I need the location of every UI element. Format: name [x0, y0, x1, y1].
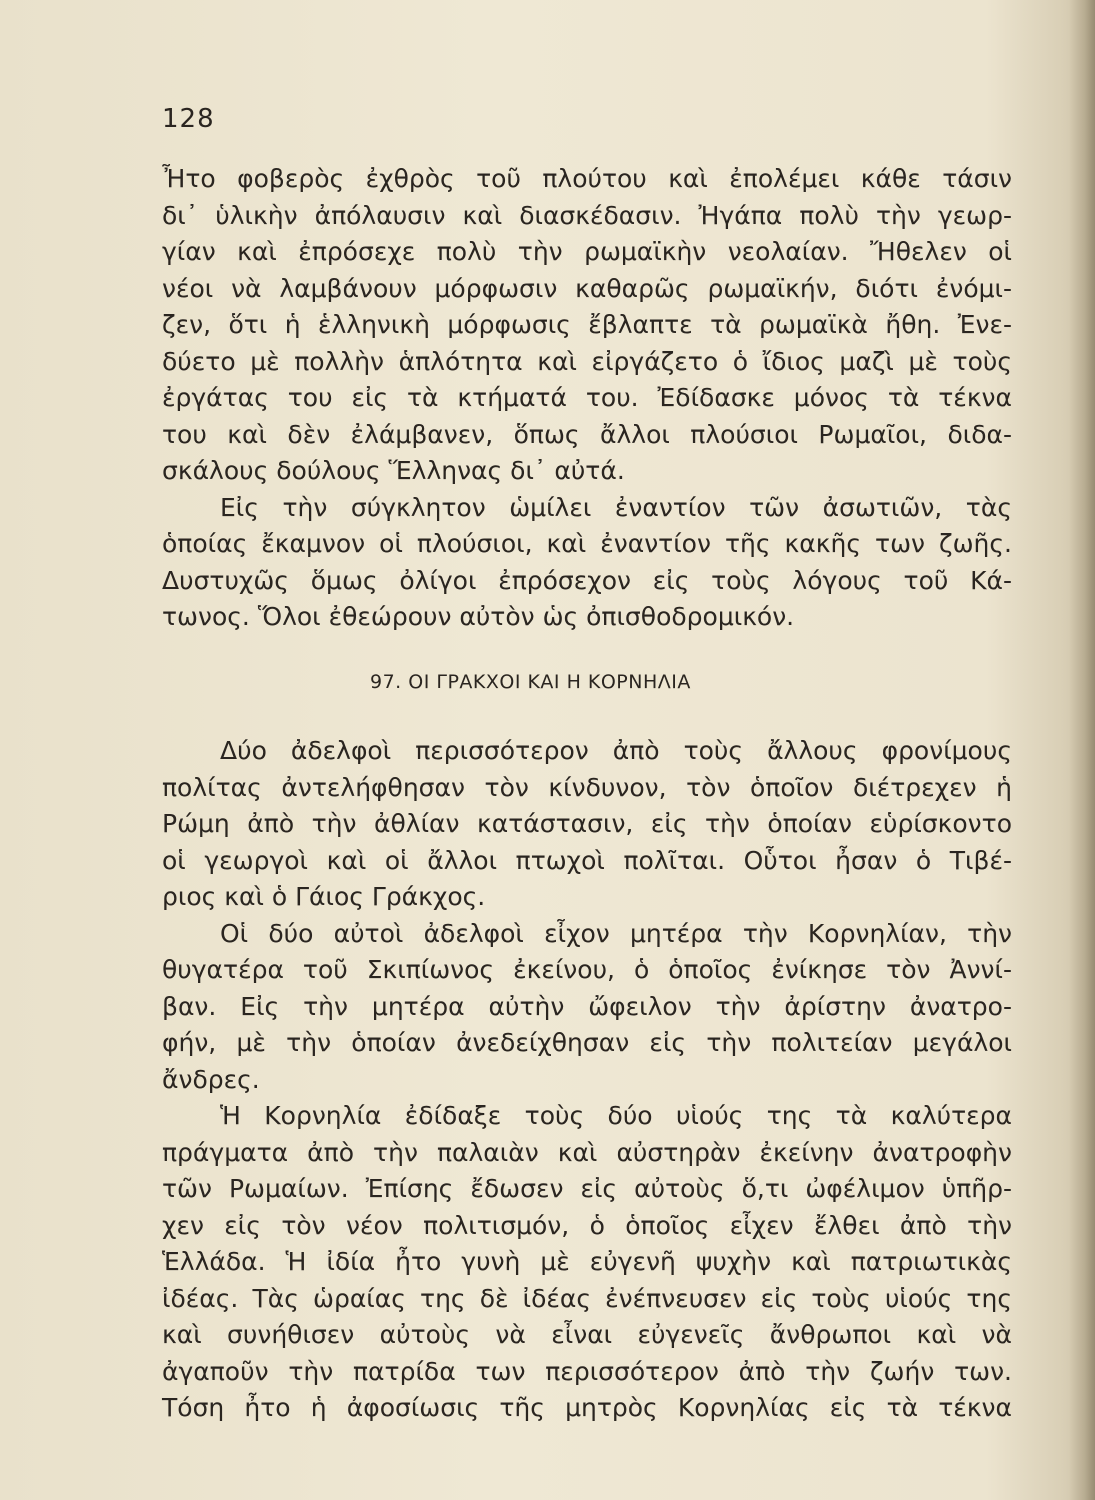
text-line: φήν, μὲ τὴν ὁποίαν ἀνεδείχθησαν εἰς τὴν πολιτείαν μεγάλοι [162, 1028, 1012, 1057]
text-line: ζεν, ὅτι ἡ ἑλληνικὴ μόρφωσις ἔβλαπτε τὰ ρωμαϊκὰ ἤθη. Ἐνε- [162, 310, 1012, 339]
text-line: πολίτας ἀντελήφθησαν τὸν κίνδυνον, τὸν ὁποῖον διέτρεχεν ἡ [162, 772, 1012, 802]
text-line: Τόση ἦτο ἡ ἀφοσίωσις τῆς μητρὸς Κορνηλίας εἰς τὰ τέκνα [162, 1393, 1012, 1422]
paragraph-block-cato [162, 161, 1012, 636]
text-line: σκάλους δούλους Ἕλληνας δι᾿ αὐτά. [162, 456, 625, 485]
text-line: γίαν καὶ ἐπρόσεχε πολὺ τὴν ρωμαϊκὴν νεολαίαν. Ἤθελεν οἱ [162, 237, 1012, 266]
text-line: Ρώμη ἀπὸ τὴν ἀθλίαν κατάστασιν, εἰς τὴν ὁποίαν εὑρίσκοντο [162, 809, 1012, 838]
text-line: Οἱ δύο αὐτοὶ ἀδελφοὶ εἶχον μητέρα τὴν Κορνηλίαν, τὴν [220, 918, 1012, 948]
text-line: δύετο μὲ πολλὴν ἁπλότητα καὶ εἰργάζετο ὁ ἴδιος μαζὶ μὲ τοὺς [162, 346, 1012, 376]
text-line: ἐργάτας του εἰς τὰ κτήματά του. Ἐδίδασκε μόνος τὰ τέκνα [162, 383, 1012, 412]
text-line: χεν εἰς τὸν νέον πολιτισμόν, ὁ ὁποῖος εἶχεν ἔλθει ἀπὸ τὴν [162, 1210, 1012, 1240]
text-line: νέοι νὰ λαμβάνουν μόρφωσιν καθαρῶς ρωμαϊκήν, διότι ἐνόμι- [162, 273, 1012, 303]
text-line: βαν. Εἰς τὴν μητέρα αὐτὴν ὤφειλον τὴν ἀρίστην ἀνατρο- [162, 991, 1012, 1021]
text-line: τωνος. Ὅλοι ἐθεώρουν αὐτὸν ὡς ὀπισθοδρομικόν. [162, 602, 795, 631]
text-line: Δύο ἀδελφοὶ περισσότερον ἀπὸ τοὺς ἄλλους φρονίμους [220, 736, 1012, 765]
paragraph-block-gracchi [162, 733, 1012, 1427]
text-line: ριος καὶ ὁ Γάιος Γράκχος. [162, 882, 486, 911]
text-line: δι᾿ ὑλικὴν ἀπόλαυσιν καὶ διασκέδασιν. Ἠγάπα πολὺ τὴν γεωρ- [162, 200, 1012, 230]
text-line: Ἦτο φοβερὸς ἐχθρὸς τοῦ πλούτου καὶ ἐπολέμει κάθε τάσιν [162, 164, 1012, 193]
page-number: 128 [162, 104, 215, 134]
text-line: ἄνδρες. [162, 1064, 260, 1094]
text-line: ὁποίας ἔκαμνον οἱ πλούσιοι, καὶ ἐναντίον τῆς κακῆς των ζωῆς. [162, 529, 1012, 558]
text-line: πράγματα ἀπὸ τὴν παλαιὰν καὶ αὐστηρὰν ἐκείνην ἀνατροφὴν [162, 1137, 1012, 1167]
text-line: τῶν Ρωμαίων. Ἐπίσης ἔδωσεν εἰς αὐτοὺς ὅ,τι ὠφέλιμον ὑπῆρ- [162, 1174, 1012, 1203]
text-line: θυγατέρα τοῦ Σκιπίωνος ἐκείνου, ὁ ὁποῖος ἐνίκησε τὸν Ἀννί- [162, 955, 1012, 984]
text-line: του καὶ δὲν ἐλάμβανεν, ὅπως ἄλλοι πλούσιοι Ρωμαῖοι, διδα- [162, 419, 1012, 449]
page-edge-shadow [1069, 0, 1095, 1500]
text-line: οἱ γεωργοὶ καὶ οἱ ἄλλοι πτωχοὶ πολῖται. Οὗτοι ἦσαν ὁ Τιβέ- [162, 845, 1012, 875]
text-line: Δυστυχῶς ὅμως ὀλίγοι ἐπρόσεχον εἰς τοὺς λόγους τοῦ Κά- [162, 565, 1012, 595]
text-line: ἰδέας. Τὰς ὡραίας της δὲ ἰδέας ἐνέπνευσεν εἰς τοὺς υἱούς της [162, 1283, 1012, 1313]
section-heading: 97. ΟΙ ΓΡΑΚΧΟΙ ΚΑΙ Η ΚΟΡΝΗΛΙΑ [370, 671, 691, 693]
text-line: Ἑλλάδα. Ἡ ἰδία ἦτο γυνὴ μὲ εὐγενῆ ψυχὴν καὶ πατριωτικὰς [162, 1247, 1012, 1276]
text-line: Ἡ Κορνηλία ἐδίδαξε τοὺς δύο υἱούς της τὰ καλύτερα [220, 1101, 1012, 1130]
text-line: ἀγαποῦν τὴν πατρίδα των περισσότερον ἀπὸ τὴν ζωήν των. [162, 1356, 1012, 1386]
text-line: καὶ συνήθισεν αὐτοὺς νὰ εἶναι εὐγενεῖς ἄνθρωποι καὶ νὰ [162, 1320, 1012, 1349]
text-line: Εἰς τὴν σύγκλητον ὡμίλει ἐναντίον τῶν ἀσωτιῶν, τὰς [220, 492, 1012, 522]
